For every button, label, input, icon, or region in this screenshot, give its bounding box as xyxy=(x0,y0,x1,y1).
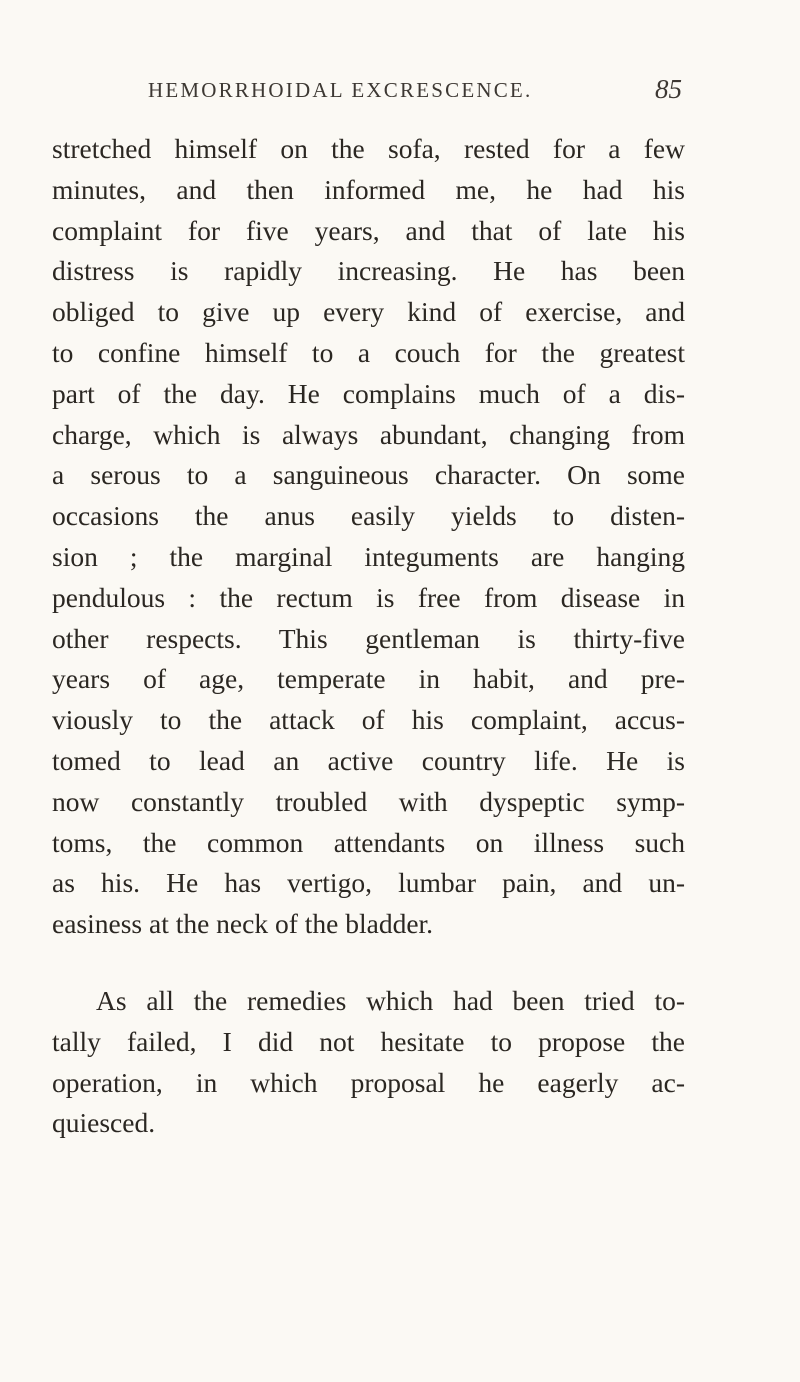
text-line: now constantly troubled with dyspeptic symp- xyxy=(52,785,685,817)
paragraph-2 xyxy=(52,981,685,1144)
text-line: complaint for five years, and that of late his xyxy=(52,214,685,246)
text-line: years of age, temperate in habit, and pre- xyxy=(52,663,685,695)
text-line: charge, which is always abundant, changing from xyxy=(52,418,685,450)
text-line: tally failed, I did not hesitate to propose the xyxy=(52,1025,685,1057)
text-line: part of the day. He complains much of a dis- xyxy=(52,377,685,409)
body-text xyxy=(52,129,685,1144)
text-line: obliged to give up every kind of exercise, and xyxy=(52,296,685,328)
text-line: operation, in which proposal he eagerly ac- xyxy=(52,1066,685,1098)
paragraph-gap xyxy=(52,945,685,981)
text-line: minutes, and then informed me, he had his xyxy=(52,173,685,205)
text-line: a serous to a sanguineous character. On some xyxy=(52,459,685,491)
text-line: quiesced. xyxy=(52,1107,156,1139)
running-title: HEMORRHOIDAL EXCRESCENCE. xyxy=(148,78,533,102)
text-line: As all the remedies which had been tried to- xyxy=(96,984,685,1016)
text-line: tomed to lead an active country life. He is xyxy=(52,744,685,776)
text-line: distress is rapidly increasing. He has been xyxy=(52,255,685,287)
page-number: 85 xyxy=(655,74,682,104)
text-line: sion ; the marginal integuments are hanging xyxy=(52,540,685,572)
text-line: other respects. This gentleman is thirty-five xyxy=(52,622,685,654)
text-line: pendulous : the rectum is free from disease in xyxy=(52,581,685,613)
running-head xyxy=(148,74,682,118)
text-line: occasions the anus easily yields to disten- xyxy=(52,500,685,532)
text-line: easiness at the neck of the bladder. xyxy=(52,908,434,940)
paragraph-1 xyxy=(52,129,685,945)
text-line: to confine himself to a couch for the greatest xyxy=(52,336,685,368)
text-line: as his. He has vertigo, lumbar pain, and un- xyxy=(52,867,685,899)
text-line: viously to the attack of his complaint, accus- xyxy=(52,704,685,736)
text-line: stretched himself on the sofa, rested for a few xyxy=(52,133,685,164)
text-line: toms, the common attendants on illness such xyxy=(52,826,685,858)
